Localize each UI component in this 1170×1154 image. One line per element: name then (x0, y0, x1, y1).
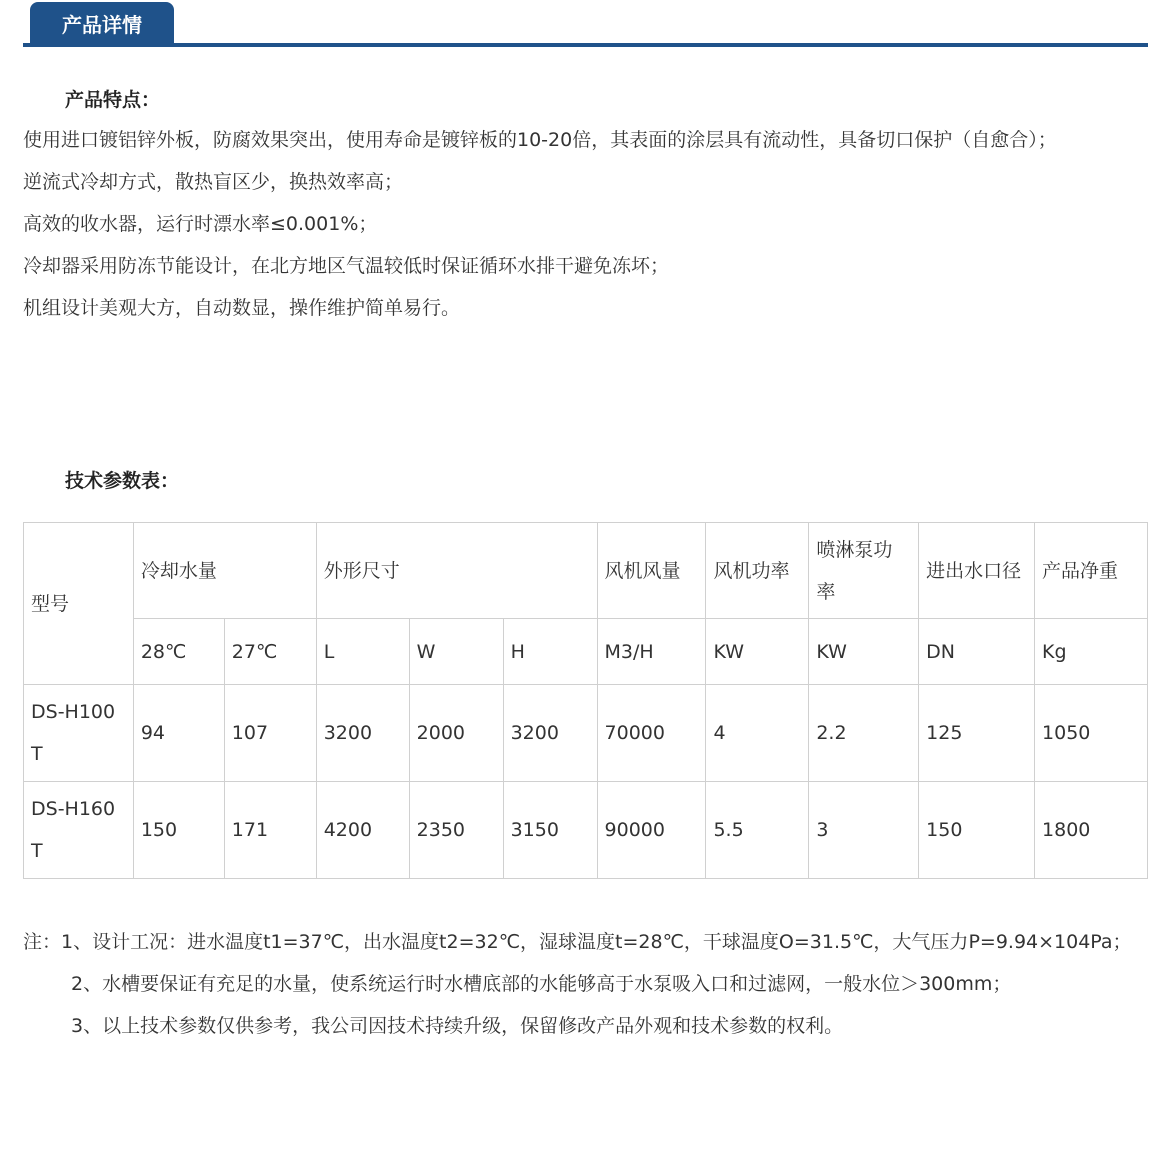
unit-cell: M3/H (597, 619, 706, 685)
feature-item: 机组设计美观大方，自动数显，操作维护简单易行。 (23, 297, 461, 319)
table-cell: 94 (133, 685, 224, 782)
table-cell: 3150 (503, 782, 597, 879)
table-cell: 125 (919, 685, 1035, 782)
unit-cell: KW (809, 619, 919, 685)
table-row (24, 782, 1148, 879)
unit-cell: DN (919, 619, 1035, 685)
table-cell: 4 (706, 685, 809, 782)
header-fan-airflow: 风机风量 (597, 523, 706, 619)
header-pipe-diameter: 进出水口径 (919, 523, 1035, 619)
unit-cell: H (503, 619, 597, 685)
unit-cell: W (409, 619, 503, 685)
header-divider (23, 43, 1148, 47)
header-cooling-water: 冷却水量 (133, 523, 316, 619)
table-row (24, 685, 1148, 782)
table-cell: 2000 (409, 685, 503, 782)
unit-cell: 28℃ (133, 619, 224, 685)
model-cell: DS-H100T (24, 685, 134, 782)
header-fan-power: 风机功率 (706, 523, 809, 619)
table-cell: 107 (224, 685, 316, 782)
table-cell: 90000 (597, 782, 706, 879)
note-item: 3、以上技术参数仅供参考，我公司因技术持续升级，保留修改产品外观和技术参数的权利。 (71, 1015, 844, 1037)
feature-item: 冷却器采用防冻节能设计，在北方地区气温较低时保证循环水排干避免冻坏； (23, 255, 670, 277)
table-cell: 3200 (503, 685, 597, 782)
features-list (23, 119, 1133, 329)
table-cell: 2350 (409, 782, 503, 879)
unit-cell: L (316, 619, 409, 685)
feature-item: 逆流式冷却方式，散热盲区少，换热效率高； (23, 171, 404, 193)
table-cell: 70000 (597, 685, 706, 782)
unit-cell: 27℃ (224, 619, 316, 685)
table-cell: 1050 (1035, 685, 1148, 782)
table-cell: 150 (133, 782, 224, 879)
model-cell: DS-H160T (24, 782, 134, 879)
feature-item: 使用进口镀铝锌外板，防腐效果突出，使用寿命是镀锌板的10-20倍，其表面的涂层具有流动性，具备切口保护（自愈合）； (23, 129, 1057, 151)
features-title: 产品特点： (65, 89, 161, 111)
unit-cell: KW (706, 619, 809, 685)
table-header-row (24, 523, 1148, 619)
header-net-weight: 产品净重 (1035, 523, 1148, 619)
header-model: 型号 (24, 523, 134, 685)
header-dimensions: 外形尺寸 (316, 523, 597, 619)
table-cell: 2.2 (809, 685, 919, 782)
spec-table (23, 522, 1148, 879)
table-cell: 3 (809, 782, 919, 879)
section-header (23, 0, 1148, 47)
table-cell: 3200 (316, 685, 409, 782)
table-units-row (24, 619, 1148, 685)
table-cell: 150 (919, 782, 1035, 879)
spec-table-title: 技术参数表： (65, 470, 180, 492)
header-spray-pump-power: 喷淋泵功率 (809, 523, 919, 619)
feature-item: 高效的收水器，运行时漂水率≤0.001%； (23, 213, 378, 235)
table-cell: 4200 (316, 782, 409, 879)
note-item: 2、水槽要保证有充足的水量，使系统运行时水槽底部的水能够高于水泵吸入口和过滤网，一般水位＞300mm； (71, 973, 1012, 995)
tab-product-details[interactable]: 产品详情 (30, 2, 174, 44)
notes-section (23, 921, 1148, 1047)
table-cell: 5.5 (706, 782, 809, 879)
unit-cell: Kg (1035, 619, 1148, 685)
table-cell: 171 (224, 782, 316, 879)
note-item: 注：1、设计工况：进水温度t1=37℃，出水温度t2=32℃，湿球温度t=28℃，干球温度O=31.5℃，大气压力P=9.94×104Pa； (23, 931, 1132, 953)
table-cell: 1800 (1035, 782, 1148, 879)
